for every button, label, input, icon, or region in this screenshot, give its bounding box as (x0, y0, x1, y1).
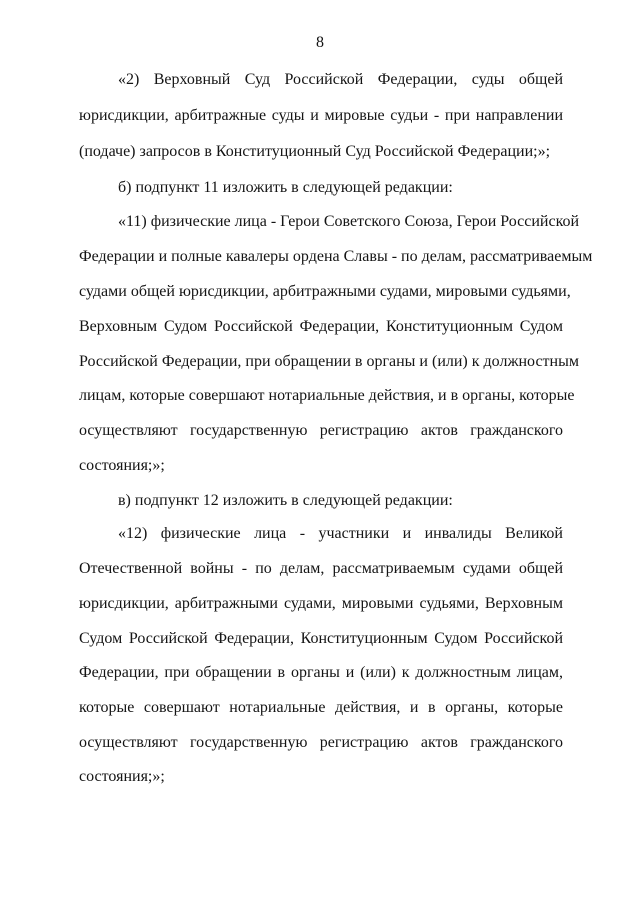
paragraph-3-line-7: осуществляют государственную регистрацию актов гражданского (79, 422, 563, 439)
paragraph-5-line-3: юрисдикции, арбитражными судами, мировыми судьями, Верховным (79, 595, 563, 612)
paragraph-3-line-2: Федерации и полные кавалеры ордена Славы - по делам, рассматриваемым (79, 248, 593, 265)
paragraph-5-line-1: «12) физические лица - участники и инвалиды Великой (118, 525, 563, 542)
paragraph-5-line-5: Федерации, при обращении в органы и (или) к должностным лицам, (79, 664, 563, 681)
paragraph-5-line-2: Отечественной войны - по делам, рассматриваемым судами общей (79, 560, 563, 577)
paragraph-1-line-3: (подаче) запросов в Конституционный Суд Российской Федерации;»; (79, 143, 551, 160)
paragraph-5-line-7: осуществляют государственную регистрацию актов гражданского (79, 734, 563, 751)
paragraph-5-line-6: которые совершают нотариальные действия, и в органы, которые (79, 699, 563, 716)
paragraph-2-line-1: б) подпункт 11 изложить в следующей редакции: (118, 179, 453, 196)
paragraph-1-line-2: юрисдикции, арбитражные суды и мировые судьи - при направлении (79, 107, 563, 124)
paragraph-3-line-6: лицам, которые совершают нотариальные действия, и в органы, которые (79, 387, 575, 404)
paragraph-4-line-1: в) подпункт 12 изложить в следующей редакции: (118, 492, 453, 509)
paragraph-3-line-4: Верховным Судом Российской Федерации, Конституционным Судом (79, 318, 563, 335)
paragraph-3-line-3: судами общей юрисдикции, арбитражными судами, мировыми судьями, (79, 283, 571, 300)
paragraph-5-line-8: состояния;»; (79, 768, 165, 785)
page-number: 8 (316, 34, 324, 51)
paragraph-3-line-8: состояния;»; (79, 457, 165, 474)
paragraph-3-line-1: «11) физические лица - Герои Советского Союза, Герои Российской (118, 213, 580, 230)
paragraph-1-line-1: «2) Верховный Суд Российской Федерации, суды общей (118, 71, 563, 88)
paragraph-5-line-4: Судом Российской Федерации, Конституционным Судом Российской (79, 630, 563, 647)
paragraph-3-line-5: Российской Федерации, при обращении в органы и (или) к должностным (79, 353, 579, 370)
